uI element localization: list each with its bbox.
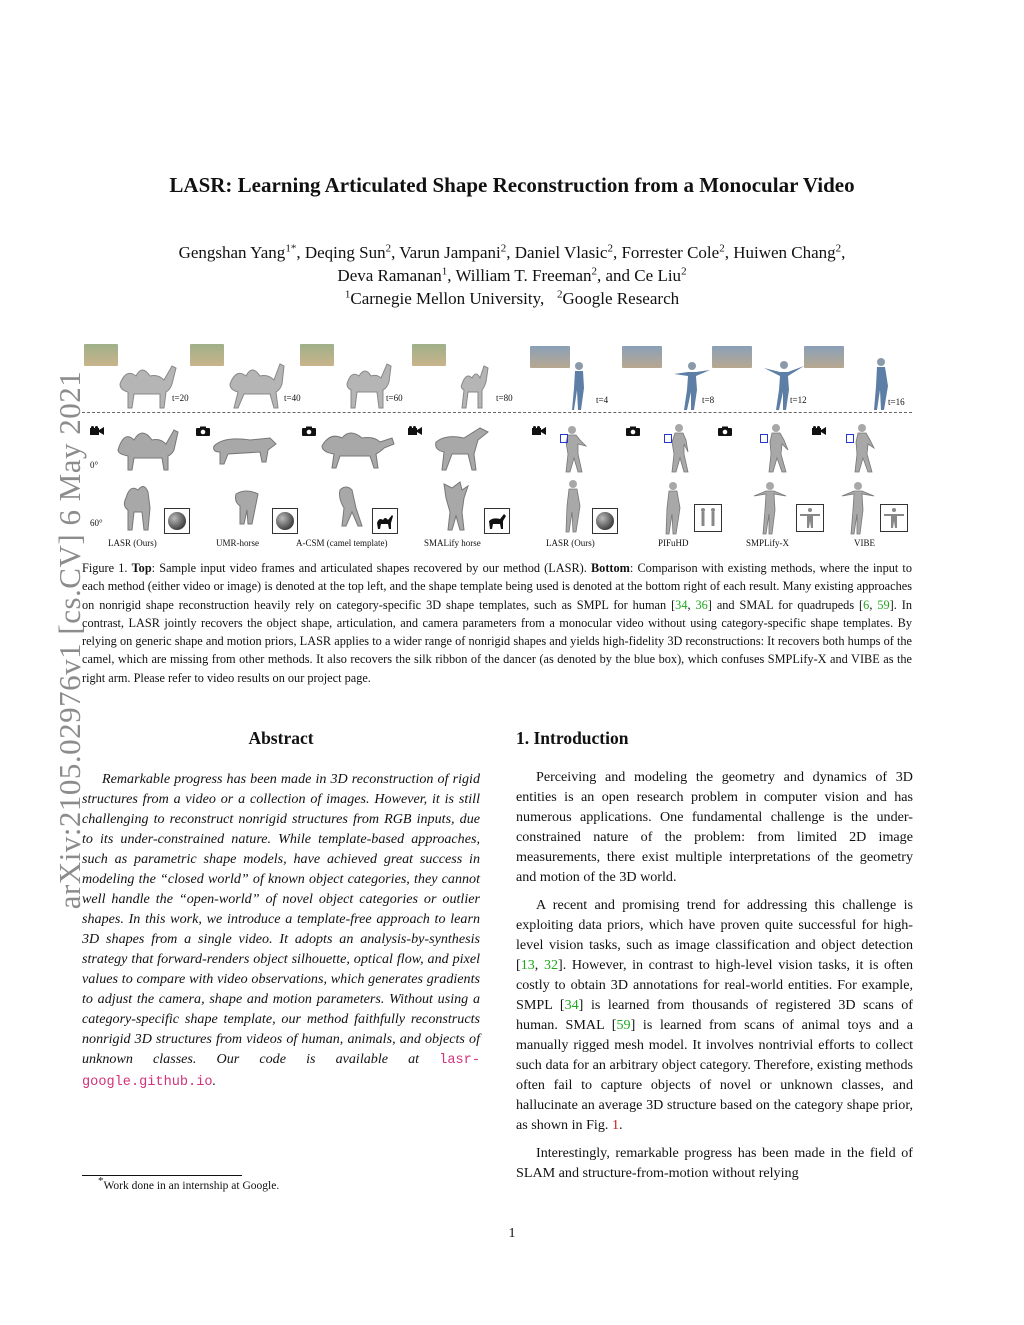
- footnote: [98, 1175, 280, 1192]
- view-angle-label: 0°: [90, 460, 99, 470]
- citation-link[interactable]: 36: [695, 597, 708, 612]
- ribbon-highlight-box: [760, 434, 768, 443]
- introduction-heading: 1. Introduction: [516, 728, 629, 748]
- citation-link[interactable]: 34: [675, 597, 688, 612]
- project-url-link[interactable]: lasr-google.github.io: [82, 1053, 480, 1090]
- author-name: Deva Ramanan: [337, 266, 442, 285]
- dancer-mesh: [556, 424, 592, 476]
- video-camera-icon: [408, 426, 422, 436]
- author-affiliation-mark: 1: [441, 265, 448, 278]
- citation-link[interactable]: 6: [863, 597, 870, 612]
- author-affiliation-mark: 2: [591, 265, 598, 278]
- figure-label: Figure 1.: [82, 561, 128, 575]
- horse-template-icon: [484, 508, 510, 534]
- citation-link[interactable]: 34: [564, 997, 579, 1013]
- paper-title: LASR: Learning Articulated Shape Reconstruction from a Monocular Video: [169, 173, 855, 197]
- ribbon-highlight-box: [846, 434, 854, 443]
- author-name: , Daniel Vlasic: [506, 243, 608, 262]
- affiliation: Google Research: [562, 289, 680, 308]
- figure-reference-link[interactable]: 1: [611, 1117, 619, 1133]
- video-camera-icon: [90, 426, 104, 436]
- horse-mesh: [430, 424, 492, 472]
- citation-link[interactable]: 59: [877, 597, 890, 612]
- input-frame-thumbnail: [300, 344, 334, 366]
- author-block: [0, 241, 1024, 310]
- camel-mesh: [332, 480, 368, 530]
- horse-mesh: [210, 432, 280, 468]
- intro-text: ] is learned from thousands of registered 3D scans of human. SMAL [: [516, 997, 914, 1033]
- affiliation: Carnegie Mellon University,: [350, 289, 545, 308]
- author-affiliation-mark: 2: [385, 242, 392, 255]
- time-label: t=20: [172, 393, 189, 403]
- sphere-template-icon: [276, 512, 294, 530]
- intro-text: ,: [534, 957, 544, 973]
- figure-1: [82, 340, 912, 555]
- author-affiliation-mark: 1*: [285, 242, 297, 255]
- time-label: t=40: [284, 393, 301, 403]
- affiliation-line: [0, 287, 1024, 310]
- author-affiliation-mark: 2: [719, 242, 725, 255]
- abstract-paragraph: Remarkable progress has been made in 3D reconstruction of rigid structures from a video or a collection of images. However, it is still challenging to reconstruct nonrigid structures from RGB inputs, due to its under-constrained nature. While template-based approaches, such as parametric shape models, have achieved great success in modeling the “closed world” of known object categories, they cannot well handle the “open-world” of novel object categories or outlier shapes. In this work, we introduce a template-free approach to learn 3D shapes from a single video. It adopts an analysis-by-synthesis strategy that forward-renders object silhouette, optical flow, and pixel values to compare with video observations, which generates gradients to adjust the camera, shape and motion parameters. Without using a category-specific shape template, our method faithfully reconstructs nonrigid 3D structures from videos of human, animals, and objects of unknown classes. Our code is available at: [82, 771, 480, 1067]
- photo-camera-icon: [718, 426, 732, 436]
- human-template-icon: [796, 504, 824, 532]
- camel-mesh: [222, 354, 292, 409]
- dancer-mesh: [658, 480, 688, 536]
- input-frame-thumbnail: [412, 344, 446, 366]
- method-label: UMR-horse: [216, 538, 259, 548]
- camel-template-icon: [372, 508, 398, 534]
- time-label: t=60: [386, 393, 403, 403]
- video-camera-icon: [532, 426, 546, 436]
- method-label: LASR (Ours): [546, 538, 595, 548]
- introduction-text: [516, 767, 913, 1191]
- dancer-mesh: [844, 422, 880, 476]
- camel-mesh: [450, 354, 500, 409]
- photo-camera-icon: [302, 426, 316, 436]
- affiliation-mark: 1: [344, 288, 351, 301]
- citation-link[interactable]: 32: [543, 957, 559, 973]
- method-label: VIBE: [854, 538, 875, 548]
- caption-bottom-label: Bottom: [590, 561, 630, 575]
- author-name: , Forrester Cole: [612, 243, 720, 262]
- method-label: PIFuHD: [658, 538, 689, 548]
- separator-dashed-line: [82, 412, 912, 413]
- citation-link[interactable]: 59: [616, 1017, 631, 1033]
- intro-text: A recent and promising trend for addressing this challenge is exploiting data priors, which have proven quite successful for high-level vision tasks, such as image classification and object detection [: [516, 897, 913, 973]
- author-affiliation-mark: 2: [681, 265, 687, 278]
- sphere-template-icon: [596, 512, 614, 530]
- author-affiliation-mark: 2: [500, 242, 507, 255]
- intro-paragraph: [516, 895, 913, 1135]
- affiliation-mark: 2: [557, 288, 563, 301]
- abstract-text: [82, 769, 480, 1093]
- author-name: , Varun Jampani: [391, 243, 501, 262]
- horse-mesh: [230, 486, 264, 526]
- video-camera-icon: [812, 426, 826, 436]
- dancer-mesh: [662, 422, 696, 476]
- intro-paragraph: Perceiving and modeling the geometry and dynamics of 3D entities is an open research problem in computer vision and has numerous applications. One fundamental challenge is the under-constrained nature of the problem: from limited 2D image measurements, there exist multiple interpretations of the geometry and motion of the 3D world.: [516, 769, 913, 885]
- view-angle-label: 60°: [90, 518, 103, 528]
- dancer-mesh: [750, 480, 790, 536]
- footnote-text: Work done in an internship at Google.: [103, 1180, 280, 1192]
- ribbon-highlight-box: [560, 434, 568, 443]
- citation-link[interactable]: 13: [520, 957, 535, 973]
- author-name: , William T. Freeman: [447, 266, 592, 285]
- human-template-icon: [694, 504, 722, 532]
- camel-mesh: [116, 478, 160, 534]
- camel-mesh: [318, 422, 398, 470]
- input-frame-thumbnail: [804, 346, 844, 368]
- figure-caption: [82, 559, 912, 687]
- time-label: t=4: [596, 395, 609, 405]
- time-label: t=16: [888, 397, 905, 407]
- caption-text: ,: [869, 597, 878, 612]
- time-label: t=8: [702, 395, 715, 405]
- human-template-icon: [880, 504, 908, 532]
- input-frame-thumbnail: [622, 346, 662, 368]
- author-name: , Deqing Sun: [296, 243, 386, 262]
- dancer-mesh: [838, 480, 878, 536]
- caption-text: : Comparison with existing methods, where the input to each method (either video or image) is denoted at the top left, and the shape template being used is denoted at the bottom right of each result. Many existing approaches on nonrigid shape reconstruction heavily rely on category-specific 3D shape templates, such as SMPL for human [: [82, 561, 912, 612]
- intro-paragraph: Interestingly, remarkable progress has been made in the field of SLAM and structure-from-motion without relying: [516, 1145, 913, 1181]
- method-label: SMALify horse: [424, 538, 481, 548]
- template-sphere-box: [164, 508, 190, 534]
- template-sphere-box: [272, 508, 298, 534]
- footnote-divider: [82, 1175, 242, 1176]
- author-separator: ,: [841, 243, 846, 262]
- author-line-2: [0, 264, 1024, 287]
- intro-text: ] is learned from scans of animal toys and a manually rigged mesh model. It involves nontrivial efforts to collect such data for an arbitrary object category. Therefore, existing methods often fail to capture objects of novel or unknown classes, and hallucinate an average 3D structure based on the category shape prior, as shown in Fig.: [516, 1017, 913, 1133]
- intro-text: ]. However, in contrast to high-level vision tasks, it is often costly to obtain 3D annotations for real-world entities. For example, SMPL [: [516, 957, 913, 1013]
- author-affiliation-mark: 2: [607, 242, 613, 255]
- caption-text: ] and SMAL for quadrupeds [: [707, 597, 864, 612]
- dancer-mesh: [758, 422, 794, 476]
- method-label: A-CSM (camel template): [296, 538, 388, 548]
- caption-text: ]. In contrast, LASR jointly recovers the object shape, articulation, and camera parameters from a monocular video without using category-specific shape templates. By relying on generic shape and motion priors, LASR applies to a wider range of nonrigid shapes and yields high-fidelity 3D reconstructions: It recovers both humps of the camel, which are missing from other methods. It also recovers the silk ribbon of the dancer (as denoted by the blue box), which confuses SMPLify-X and VIBE as the right arm. Please refer to video results on our project page.: [82, 597, 912, 685]
- author-affiliation-mark: 2: [835, 242, 842, 255]
- dancer-mesh: [558, 478, 588, 534]
- camel-mesh: [112, 422, 184, 472]
- time-label: t=12: [790, 395, 807, 405]
- author-name: , and Ce Liu: [597, 266, 682, 285]
- arxiv-side-stamp: arXiv:2105.02976v1 [cs.CV] 6 May 2021: [52, 370, 87, 910]
- caption-text: : Sample input video frames and articulated shapes recovered by our method (LASR).: [151, 561, 587, 575]
- photo-camera-icon: [196, 426, 210, 436]
- input-frame-thumbnail: [712, 346, 752, 368]
- author-name: , Huiwen Chang: [724, 243, 836, 262]
- dancer-mesh: [564, 360, 594, 412]
- abstract-heading: Abstract: [248, 728, 314, 748]
- method-label: LASR (Ours): [108, 538, 157, 548]
- footnote-mark: *: [98, 1175, 104, 1188]
- caption-text: ,: [687, 597, 696, 612]
- caption-top-label: Top: [131, 561, 152, 575]
- author-name: Gengshan Yang: [178, 243, 286, 262]
- horse-mesh: [438, 478, 478, 532]
- page-number: 1: [508, 1226, 516, 1241]
- abstract-paragraph-end: .: [212, 1073, 217, 1089]
- author-line-1: [0, 241, 1024, 264]
- sphere-template-icon: [168, 512, 186, 530]
- intro-text: .: [618, 1117, 623, 1133]
- ribbon-highlight-box: [664, 434, 672, 443]
- input-frame-thumbnail: [190, 344, 224, 366]
- method-label: SMPLify-X: [746, 538, 790, 548]
- photo-camera-icon: [626, 426, 640, 436]
- time-label: t=80: [496, 393, 513, 403]
- template-sphere-box: [592, 508, 618, 534]
